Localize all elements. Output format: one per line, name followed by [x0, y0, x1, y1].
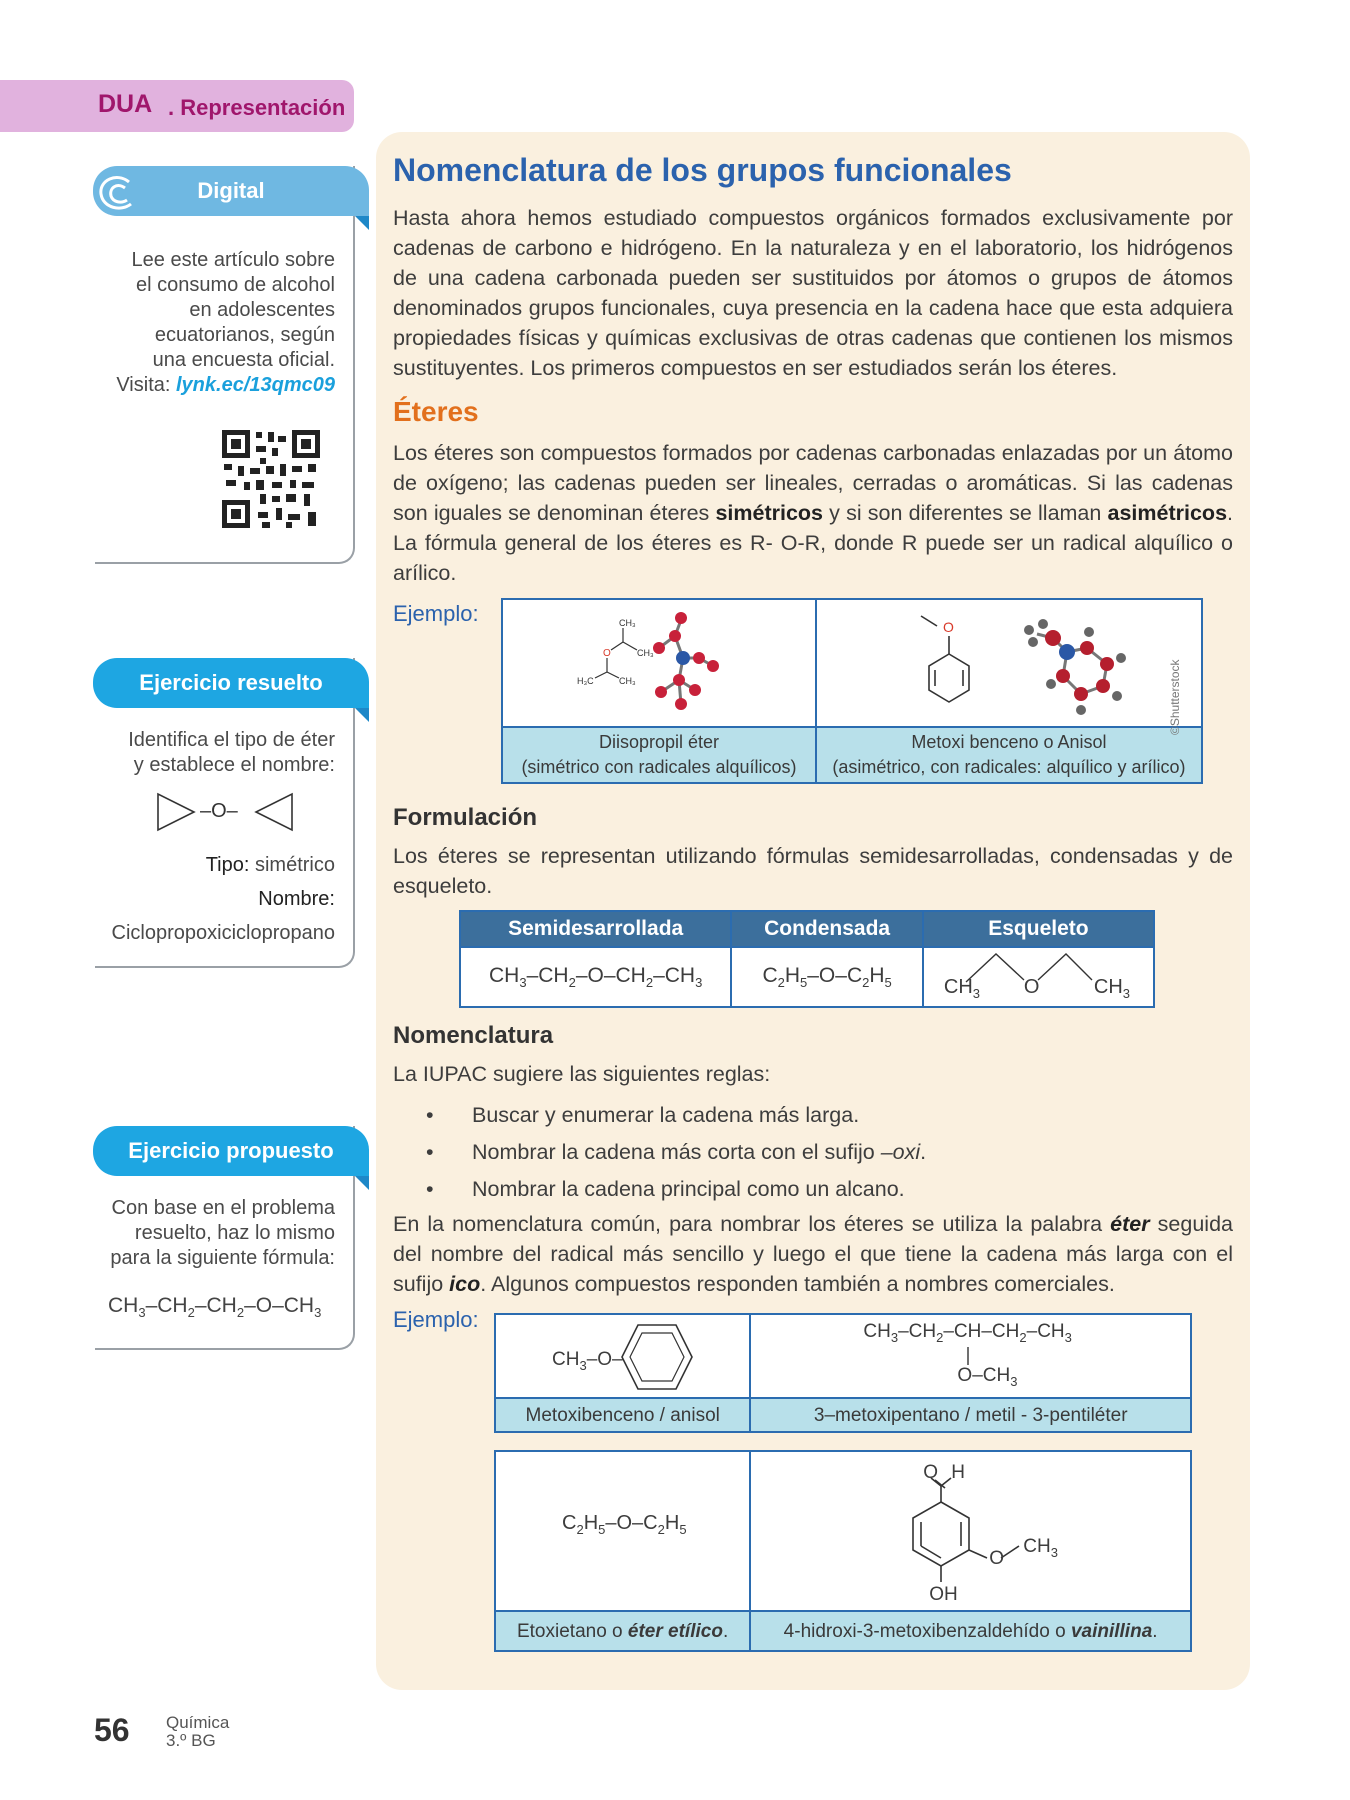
diisopropyl-ether-image	[502, 599, 816, 727]
dua-tag	[0, 80, 354, 132]
condensada-formula: $C_2H_5-O-C_2H_5$	[731, 947, 923, 1007]
image-credit: ©Shutterstock	[1168, 659, 1182, 735]
resuelto-line: Identifica el tipo de éter	[128, 729, 335, 751]
ex2-name: Metoxi benceno o Anisol	[911, 732, 1107, 752]
rules-list	[426, 1097, 926, 1208]
nombre-label: Nombre:	[258, 888, 335, 910]
anisol-image	[816, 599, 1202, 727]
digital-header	[93, 166, 369, 216]
rule-item: • Nombrar la cadena principal como un alcano.	[426, 1171, 926, 1208]
n1-caption: Metoxibenceno / anisol	[495, 1398, 750, 1432]
propuesto-text	[100, 1196, 335, 1271]
grade: 3.º BG	[166, 1731, 216, 1750]
resuelto-line: y establece el nombre:	[133, 754, 335, 776]
nomenclature-example-table-2	[494, 1450, 1192, 1652]
anisol-structure: $CH_3-O-$	[495, 1314, 750, 1398]
benzene-ring-icon	[620, 1321, 694, 1393]
header-semidesarrollada: Semidesarrollada	[460, 911, 731, 947]
propuesto-header	[93, 1126, 369, 1176]
digital-title: Digital	[197, 178, 265, 203]
page-number: 56	[94, 1712, 130, 1748]
ether-oxygen: –O–	[200, 800, 238, 822]
vainillina-structure: O H O $CH_3$ OH	[750, 1451, 1191, 1611]
esqueleto-formula: $CH_3$ O $CH_3$	[923, 947, 1154, 1007]
svg-text:CH₃: CH₃	[619, 676, 636, 686]
n4-caption: 4-hidroxi-3-metoxibenzaldehído o vainillina.	[750, 1611, 1191, 1651]
tipo-value: simétrico	[254, 854, 335, 876]
n3-caption: Etoxietano o éter etílico.	[495, 1611, 750, 1651]
formulacion-heading: Formulación	[393, 804, 538, 831]
ex1-caption	[502, 727, 816, 783]
footer-subject	[166, 1714, 229, 1750]
dua-suffix: . Representación	[168, 95, 346, 120]
anisol-molecule-icon	[817, 600, 1201, 721]
svg-text:O: O	[943, 619, 954, 635]
digital-link[interactable]: lynk.ec/13qmc09	[176, 374, 335, 396]
eteres-paragraph: Los éteres son compuestos formados por cadenas carbonadas enlazadas por un átomo de oxígeno; las cadenas pueden ser lineales, cerradas o aromáticas. Si las cadenas son iguales se denominan éteres simétricos y si son diferentes se llaman asimétricos. La fórmula general de los éteres es R- O-R, donde R puede ser un radical alquílico o arílico.	[393, 441, 1234, 585]
resuelto-text	[110, 728, 335, 778]
qr-code-icon[interactable]	[220, 428, 322, 530]
propuesto-line: resuelto, haz lo mismo	[134, 1222, 335, 1244]
propuesto-line: Con base en el problema	[111, 1197, 335, 1219]
intro-paragraph: Hasta ahora hemos estudiado compuestos orgánicos formados exclusivamente por cadenas de carbono e hidrógeno. En la naturaleza y en el laboratorio, los hidrógenos de una cadena carbonada pueden ser sustituidos por átomos o grupos de átomos denominados grupos funcionales, cuya presencia en la cadena hace que esta adquiera propiedades físicas y químicas exclusivas de otras cadenas que contienen los mismos sustituyentes. Los primeros compuestos en ser estudiados serán los éteres.	[393, 206, 1233, 380]
subject-name: Química	[166, 1713, 230, 1732]
vanillin-molecule-icon	[881, 1458, 1101, 1606]
resuelto-header	[93, 658, 369, 708]
digital-line: el consumo de alcohol	[135, 274, 335, 296]
ex2-caption	[816, 727, 1202, 783]
metoxipentano-structure: $CH_3-CH_2-CH-CH_2-CH_3$ $O-CH_3$	[750, 1314, 1191, 1398]
ejemplo-label: Ejemplo:	[393, 601, 479, 626]
digital-icon	[95, 174, 139, 214]
header-condensada: Condensada	[731, 911, 923, 947]
dicyclopropyl-ether-structure	[156, 792, 296, 832]
formulacion-table	[459, 910, 1155, 1008]
resuelto-answer	[110, 848, 335, 950]
svg-text:CH₃: CH₃	[637, 648, 654, 658]
diisopropyl-ether-molecule-icon	[503, 600, 815, 721]
header-esqueleto: Esqueleto	[923, 911, 1154, 947]
nomenclatura-intro: La IUPAC sugiere las siguientes reglas:	[393, 1062, 771, 1086]
propuesto-formula: $CH_3-CH_2-CH_2-O-CH_3$	[108, 1294, 322, 1321]
ex1-name: Diisopropil éter	[598, 732, 720, 752]
eteres-example-table	[501, 598, 1203, 784]
comun-paragraph: En la nomenclatura común, para nombrar los éteres se utiliza la palabra éter seguida del nombre del radical más sencillo y luego el que tiene la cadena más larga con el sufijo ico. Algunos compuestos responden también a nombres comerciales.	[393, 1212, 1233, 1296]
digital-line: Lee este artículo sobre	[131, 249, 335, 271]
page-title: Nomenclatura de los grupos funcionales	[393, 152, 1012, 188]
tipo-label: Tipo:	[205, 854, 250, 876]
svg-text:H₃C: H₃C	[577, 676, 594, 686]
ejemplo2-label: Ejemplo:	[393, 1307, 479, 1332]
etoxietano-structure: $C_2H_5-O-C_2H_5$	[495, 1451, 750, 1611]
propuesto-line: para la siguiente fórmula:	[110, 1247, 335, 1269]
visit-label: Visita:	[116, 374, 171, 396]
semidesarrollada-formula: $CH_3-CH_2-O-CH_2-CH_3$	[460, 947, 731, 1007]
digital-text	[110, 248, 335, 398]
svg-text:O: O	[603, 648, 611, 659]
dua-prefix: DUA	[98, 90, 153, 118]
svg-text:CH₃: CH₃	[619, 618, 636, 628]
eteres-heading: Éteres	[393, 396, 479, 427]
nomenclatura-heading: Nomenclatura	[393, 1022, 554, 1049]
n2-caption: 3–metoxipentano / metil - 3-pentiléter	[750, 1398, 1191, 1432]
ex1-desc: (simétrico con radicales alquílicos)	[521, 757, 797, 777]
formulacion-paragraph: Los éteres se representan utilizando fórmulas semidesarrolladas, condensadas y de esqueleto.	[393, 844, 1233, 898]
nombre-value: Ciclopropoxiciclopropano	[111, 922, 335, 944]
nomenclature-example-table-1	[494, 1313, 1192, 1433]
digital-line: una encuesta oficial.	[152, 349, 335, 371]
digital-line: ecuatorianos, según	[154, 324, 335, 346]
rule-item: • Buscar y enumerar la cadena más larga.	[426, 1097, 926, 1134]
digital-line: en adolescentes	[189, 299, 335, 321]
rule-item: • Nombrar la cadena más corta con el sufijo –oxi.	[426, 1134, 926, 1171]
ex2-desc: (asimétrico, con radicales: alquílico y arílico)	[832, 757, 1186, 777]
resuelto-title: Ejercicio resuelto	[139, 670, 323, 695]
propuesto-title: Ejercicio propuesto	[128, 1138, 334, 1163]
